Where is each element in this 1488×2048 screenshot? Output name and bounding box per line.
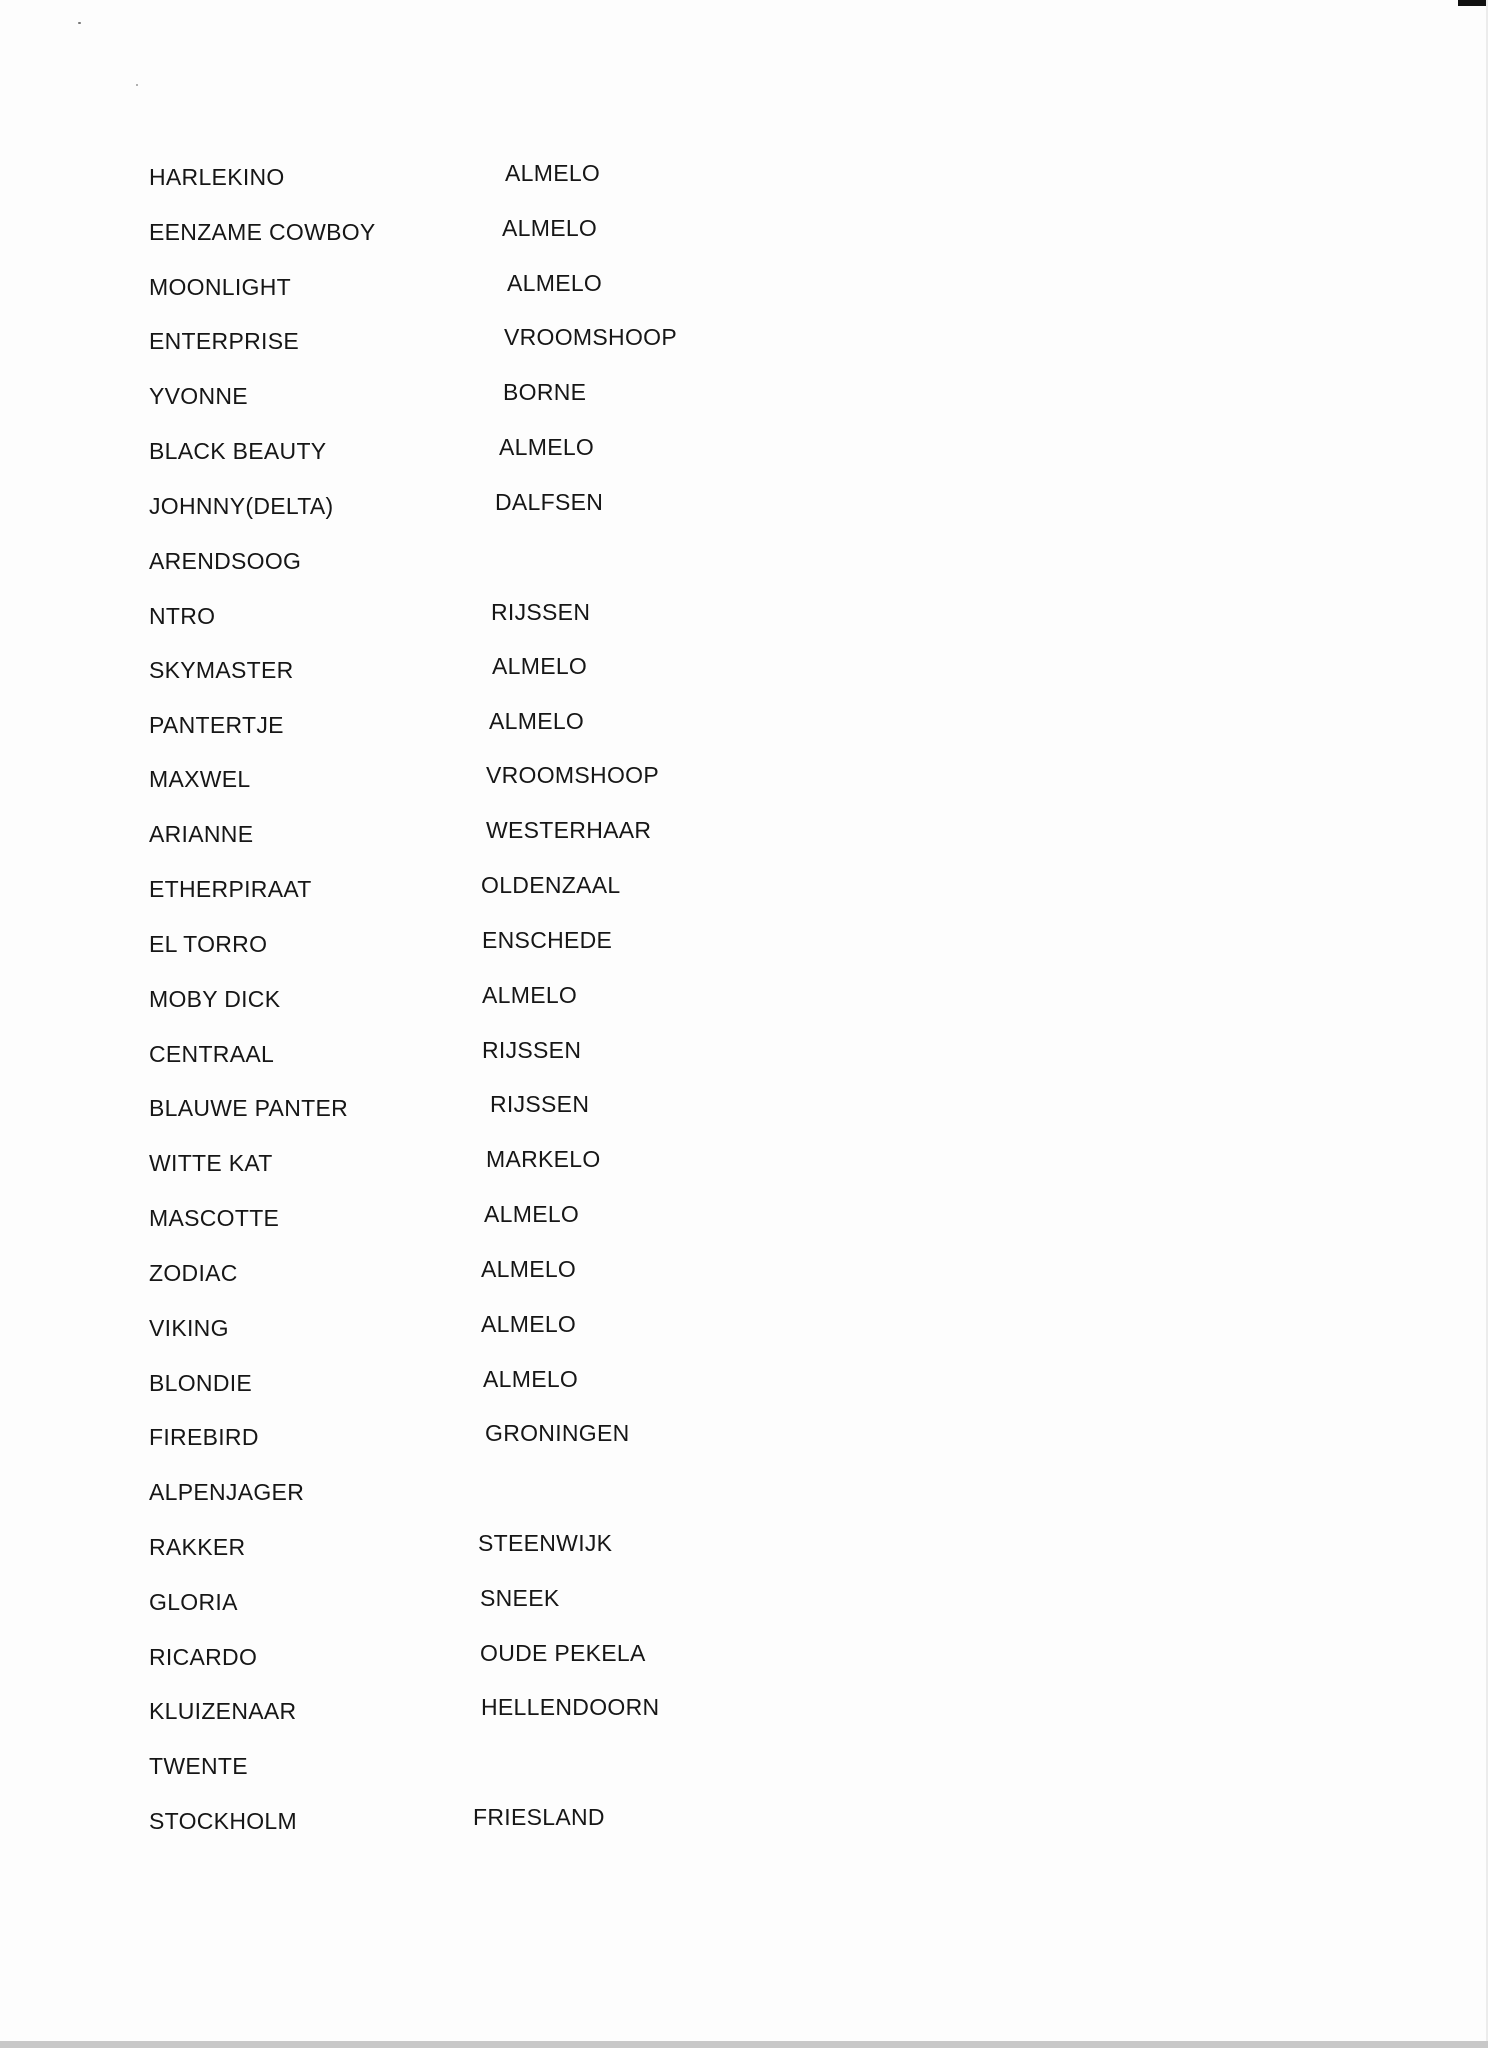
- entry-place: RIJSSEN: [491, 599, 591, 625]
- list-row: [0, 1091, 1000, 1131]
- list-row: [0, 1146, 1000, 1186]
- entry-place: OLDENZAAL: [481, 872, 621, 898]
- list-row: [0, 1201, 1000, 1241]
- entry-name: MOONLIGHT: [149, 274, 291, 300]
- entry-place: RIJSSEN: [482, 1037, 582, 1063]
- entry-name: YVONNE: [149, 383, 248, 409]
- entry-place: ALMELO: [481, 1256, 577, 1282]
- list-row: [0, 544, 1000, 584]
- entry-name: MAXWEL: [149, 766, 251, 792]
- entry-place: ALMELO: [481, 1311, 577, 1337]
- entry-place: SNEEK: [480, 1585, 560, 1611]
- entry-name: WITTE KAT: [149, 1150, 273, 1176]
- list-row: [0, 160, 1000, 200]
- entry-name: VIKING: [149, 1315, 229, 1341]
- list-row: [0, 1530, 1000, 1570]
- list-row: [0, 1256, 1000, 1296]
- scan-mark: [1458, 0, 1488, 6]
- entry-name: ENTERPRISE: [149, 328, 299, 354]
- entry-place: DALFSEN: [495, 489, 604, 515]
- entry-name: STOCKHOLM: [149, 1808, 297, 1834]
- entry-place: HELLENDOORN: [481, 1694, 660, 1720]
- entry-name: NTRO: [149, 603, 216, 629]
- entry-place: ALMELO: [502, 215, 598, 241]
- entry-name: BLAUWE PANTER: [149, 1095, 349, 1121]
- entry-name: FIREBIRD: [149, 1424, 259, 1450]
- list-row: [0, 270, 1000, 310]
- entry-name: EL TORRO: [149, 931, 268, 957]
- entry-place: FRIESLAND: [473, 1804, 605, 1830]
- entry-place: STEENWIJK: [478, 1530, 613, 1556]
- list-row: [0, 1366, 1000, 1406]
- entry-place: ALMELO: [482, 982, 578, 1008]
- list-row: [0, 434, 1000, 474]
- list-row: [0, 982, 1000, 1022]
- entry-name: RAKKER: [149, 1534, 246, 1560]
- entry-name: EENZAME COWBOY: [149, 219, 376, 245]
- list-row: [0, 653, 1000, 693]
- list-row: [0, 324, 1000, 364]
- entry-place: ALMELO: [489, 708, 585, 734]
- entry-name: ZODIAC: [149, 1260, 238, 1286]
- entry-name: CENTRAAL: [149, 1041, 275, 1067]
- list-row: [0, 708, 1000, 748]
- entry-name: ETHERPIRAAT: [149, 876, 312, 902]
- entry-place: WESTERHAAR: [486, 817, 652, 843]
- list-row: [0, 1037, 1000, 1077]
- dust-speck: [136, 84, 138, 86]
- list-row: [0, 1475, 1000, 1515]
- list-row: [0, 1804, 1000, 1844]
- list-row: [0, 872, 1000, 912]
- dust-speck: [78, 22, 81, 24]
- entry-name: BLONDIE: [149, 1370, 253, 1396]
- entry-name: ARENDSOOG: [149, 548, 302, 574]
- entry-place: ALMELO: [483, 1366, 579, 1392]
- entry-place: ALMELO: [484, 1201, 580, 1227]
- entry-place: OUDE PEKELA: [480, 1640, 646, 1666]
- entry-name: MASCOTTE: [149, 1205, 280, 1231]
- entry-name: BLACK BEAUTY: [149, 438, 327, 464]
- entry-place: VROOMSHOOP: [486, 762, 659, 788]
- list-row: [0, 1311, 1000, 1351]
- entry-name: HARLEKINO: [149, 164, 285, 190]
- entry-name: PANTERTJE: [149, 712, 284, 738]
- entry-name: ALPENJAGER: [149, 1479, 305, 1505]
- entry-name: JOHNNY(DELTA): [149, 493, 334, 519]
- entry-name: TWENTE: [149, 1753, 248, 1779]
- entry-name: ARIANNE: [149, 821, 254, 847]
- entry-name: KLUIZENAAR: [149, 1698, 297, 1724]
- list-row: [0, 1420, 1000, 1460]
- entry-place: GRONINGEN: [485, 1420, 630, 1446]
- entry-place: ALMELO: [507, 270, 603, 296]
- list-row: [0, 489, 1000, 529]
- scan-edge-bottom: [0, 2041, 1488, 2048]
- list-row: [0, 927, 1000, 967]
- entry-place: RIJSSEN: [490, 1091, 590, 1117]
- entry-place: MARKELO: [486, 1146, 601, 1172]
- entry-place: ENSCHEDE: [482, 927, 613, 953]
- entry-place: ALMELO: [492, 653, 588, 679]
- list-row: [0, 599, 1000, 639]
- list-row: [0, 1749, 1000, 1789]
- entry-name: RICARDO: [149, 1644, 258, 1670]
- list-row: [0, 817, 1000, 857]
- list-row: [0, 1640, 1000, 1680]
- list-row: [0, 215, 1000, 255]
- list-row: [0, 1585, 1000, 1625]
- entry-place: VROOMSHOOP: [504, 324, 677, 350]
- list-row: [0, 1694, 1000, 1734]
- entry-name: SKYMASTER: [149, 657, 294, 683]
- entry-name: GLORIA: [149, 1589, 238, 1615]
- entry-place: BORNE: [503, 379, 587, 405]
- entry-place: ALMELO: [499, 434, 595, 460]
- entry-name: MOBY DICK: [149, 986, 281, 1012]
- list-row: [0, 379, 1000, 419]
- list-row: [0, 762, 1000, 802]
- entry-place: ALMELO: [505, 160, 601, 186]
